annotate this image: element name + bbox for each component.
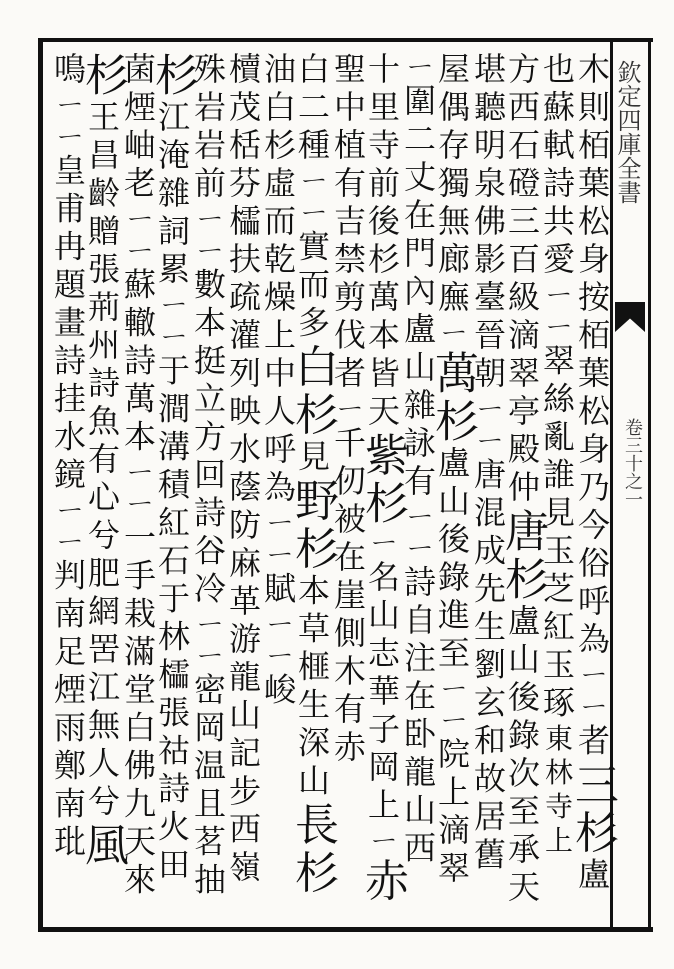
text-run: 江淹雜詞累ㄧㄧ于澗溝積紅石于林櫺張祜詩火田 bbox=[153, 100, 191, 886]
entry-heading: 野杉 bbox=[287, 477, 338, 574]
text-run: 唐混成先生劉玄和故居舊 bbox=[469, 457, 507, 876]
text-run: 盧山雜詠有ㄧㄧ詩自注在卧龍山西 bbox=[399, 311, 437, 869]
margin-book-title: 欽定四庫全書 bbox=[613, 60, 641, 204]
text-run: 油白杉虛而乾燥 bbox=[259, 52, 297, 318]
text-run: 本草榧生深山 bbox=[293, 573, 331, 802]
entry-heading: 杉 bbox=[147, 52, 198, 100]
entry-heading: 唐杉 bbox=[497, 508, 548, 604]
entry-heading: 長杉 bbox=[287, 801, 338, 898]
entry-heading: 杉 bbox=[77, 52, 128, 100]
margin-volume-label: 卷三十之一 bbox=[622, 418, 643, 508]
text-run: 鳴ㄧㄧ皇甫冉題畫詩挂水鏡ㄧㄧ判南足煙雨 bbox=[49, 52, 87, 749]
text-run: 賦ㄧㄧ峻 bbox=[259, 571, 297, 711]
text-run: 鄭南玭 bbox=[49, 748, 87, 863]
text-run: 方西石磴三百級滴翠亭殿仲 bbox=[503, 52, 541, 508]
text-run: 殊岩岩前ㄧㄧ數本挺立方回詩谷冷ㄧㄧ密岡温且茗抽 bbox=[189, 52, 227, 901]
text-run: 白二種ㄧㄧ實而多 bbox=[293, 52, 331, 344]
right-border-rule bbox=[648, 38, 651, 932]
entry-heading: 三杉 bbox=[567, 761, 618, 858]
text-run: 櫝茂栝芬櫺扶疏灌列映水蔭防麻革游龍山記步西嶺 bbox=[224, 52, 262, 888]
text-run: 堪聽明泉佛影臺晉朝ㄧㄧ bbox=[469, 52, 507, 458]
text-run: 王昌齡贈張荊州詩魚有心兮肥網罟江無人兮 bbox=[83, 100, 121, 822]
text-run: 上 bbox=[259, 318, 297, 356]
text-run: 屋偶存獨無廊廡ㄧ bbox=[433, 52, 471, 350]
text-run: 聖中植有吉禁剪伐者 bbox=[329, 52, 367, 394]
entry-heading: 赤 bbox=[357, 857, 408, 906]
text-run: 也蘇軾詩共愛ㄧㄧ翠絲亂誰見玉芝紅玉琢 bbox=[538, 52, 576, 724]
text-run: 十里寺前後杉萬本皆天 bbox=[363, 52, 401, 432]
entry-heading: 白杉 bbox=[287, 343, 338, 440]
text-run: 盧山後錄進至ㄧㄧ院上滴翠 bbox=[433, 445, 471, 889]
text-run: 盧山後錄次至承天 bbox=[503, 604, 541, 908]
entry-heading: 萬杉 bbox=[427, 349, 478, 446]
text-run: 東林寺上 bbox=[541, 723, 574, 860]
top-border-rule bbox=[38, 38, 653, 42]
text-run: ㄧ千仞被在崖側 bbox=[329, 394, 367, 654]
text-run: 木則栢葉松身按栢葉松身乃今俗呼為ㄧㄧ者 bbox=[573, 52, 611, 762]
text-run: 菌煙岫老ㄧㄧ蘇轍詩萬本ㄧㄧ一手栽滿堂白佛九天來 bbox=[119, 52, 157, 901]
entry-heading: 紫杉 bbox=[357, 432, 408, 528]
text-run: ㄧ圍二丈在門內 bbox=[399, 52, 437, 312]
text-run: 木有赤 bbox=[329, 653, 367, 768]
bottom-border-rule bbox=[38, 927, 653, 932]
text-run: 盧 bbox=[573, 857, 611, 896]
text-run: 中人呼為ㄧㄧ bbox=[259, 356, 297, 572]
entry-heading: 風 bbox=[77, 822, 128, 870]
text-column bbox=[40, 52, 95, 912]
text-run: 見 bbox=[293, 439, 331, 478]
text-run: ㄧ名山志華子岡上ㄧ bbox=[363, 528, 401, 858]
